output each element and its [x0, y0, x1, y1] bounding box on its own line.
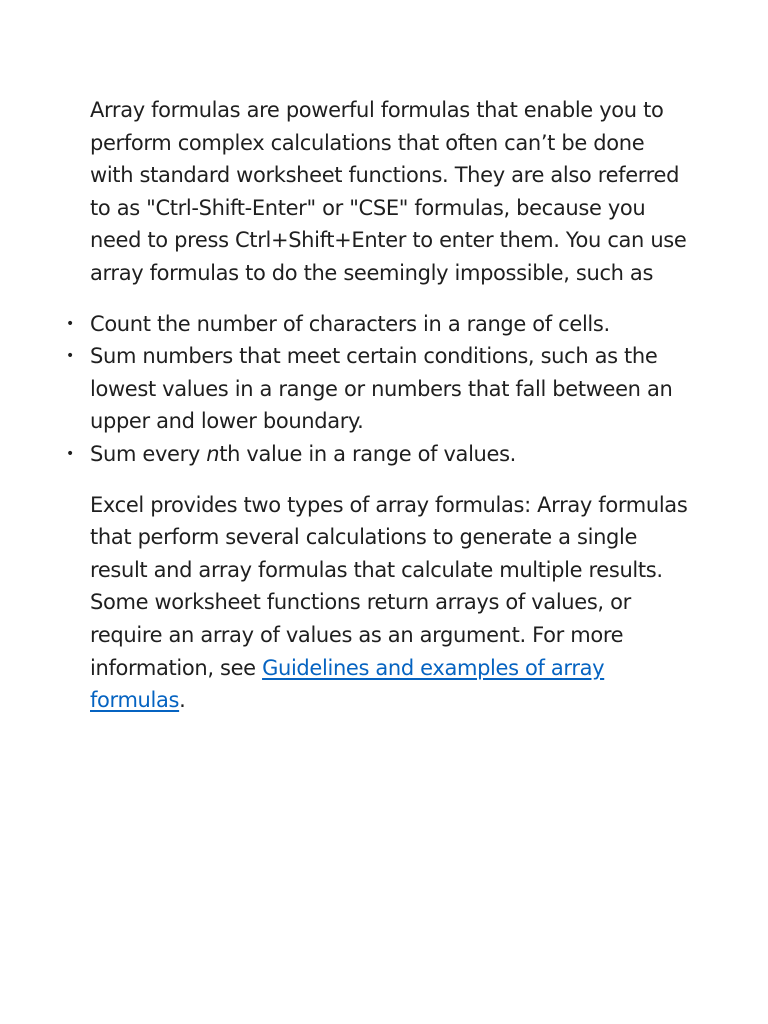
bullet-icon: •: [66, 445, 74, 462]
list-item: [66, 340, 690, 438]
bullet-icon: •: [66, 315, 74, 332]
list-item-italic: n: [206, 441, 220, 466]
outro-text: Excel provides two types of array formulas: Array formulas that perform several calculations to generate a single result and array formulas that calculate multiple results. Some worksheet functions return arrays of values, or require an array of values as an argument. For more information, see: [90, 492, 688, 680]
bullet-list: [66, 308, 690, 471]
intro-paragraph: Array formulas are powerful formulas that enable you to perform complex calculations that often can’t be done with standard worksheet functions. They are also referred to as "Ctrl-Shift-Enter" or "CSE" formulas, because you need to press Ctrl+Shift+Enter to enter them. You can use array formulas to do the seemingly impossible, such as: [90, 98, 687, 285]
list-item: [66, 438, 690, 471]
outro-period: .: [179, 688, 186, 713]
guidelines-link[interactable]: Guidelines and examples of array formulas: [90, 655, 605, 713]
list-item-text-start: Sum every: [90, 441, 207, 466]
list-item: [66, 308, 690, 341]
bullet-icon: •: [66, 348, 74, 365]
list-item-text-end: th value in a range of values.: [219, 441, 516, 466]
list-item-text: Sum numbers that meet certain conditions, such as the lowest values in a range or numbers that fall between an upper and lower boundary.: [90, 344, 673, 434]
document-body: [66, 94, 690, 717]
list-item-text: Count the number of characters in a range of cells.: [90, 311, 610, 336]
outro-paragraph: [90, 489, 690, 717]
